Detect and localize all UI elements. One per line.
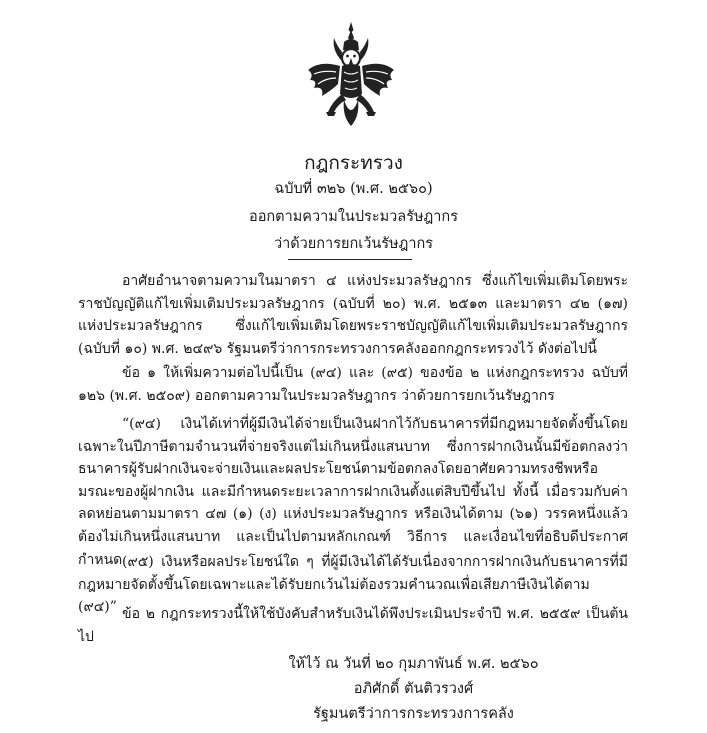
- item-95-paragraph: (๙๕) เงินหรือผลประโยชน์ใด ๆ ที่ผู้มีเงินได้ได้รับเนื่องจากการฝากเงินกับธนาคารที่มีกฎหมายจัดตั้งขึ้นโดยเฉพาะและได้รับยกเว้นไม่ต้องรวมคำนวณเพื่อเสียภาษีเงินได้ตาม (๙๔)”: [78, 554, 628, 616]
- clause-1-paragraph: ข้อ ๑ ให้เพิ่มความต่อไปนี้เป็น (๙๔) และ (๙๕) ของข้อ ๒ แห่งกฎกระทรวง ฉบับที่ ๑๒๖ (พ.ศ. ๒๕๐๙) ออกตามความในประมวลรัษฎากร ว่าด้วยการยกเว้นรัษฎากร: [78, 365, 628, 404]
- clause-2-paragraph: ข้อ ๒ กฎกระทรวงนี้ให้ใช้บังคับสำหรับเงินได้พึงประเมินประจำปี พ.ศ. ๒๕๕๙ เป็นต้นไป: [78, 606, 628, 645]
- signature-position: รัฐมนตรีว่าการกระทรวงการคลัง: [313, 706, 514, 722]
- garuda-emblem-icon: [304, 20, 398, 138]
- document-issue: ฉบับที่ ๓๒๖ (พ.ศ. ๒๕๖๐): [274, 181, 433, 197]
- signature-name: อภิศักดิ์ ตันติวรวงศ์: [353, 681, 474, 697]
- document-subject: ว่าด้วยการยกเว้นรัษฎากร: [273, 236, 434, 252]
- preamble-paragraph: อาศัยอำนาจตามความในมาตรา ๔ แห่งประมวลรัษฎากร ซึ่งแก้ไขเพิ่มเติมโดยพระราชบัญญัติแก้ไขเพิ่มเติมประมวลรัษฎากร (ฉบับที่ ๒๐) พ.ศ. ๒๕๑๓ และมาตรา ๔๒ (๑๗) แห่งประมวลรัษฎากร ซึ่งแก้ไขเพิ่มเติมโดยพระราชบัญญัติแก้ไขเพิ่มเติมประมวลรัษฎากร (ฉบับที่ ๑๐) พ.ศ. ๒๔๙๖ รัฐมนตรีว่าการกระทรวงการคลังออกกฎกระทรวงไว้ ดังต่อไปนี้: [78, 273, 628, 357]
- item-94-paragraph: “(๙๔) เงินได้เท่าที่ผู้มีเงินได้จ่ายเป็นเงินฝากไว้กับธนาคารที่มีกฎหมายจัดตั้งขึ้นโดยเฉพาะในปีภาษีตามจำนวนที่จ่ายจริงแต่ไม่เกินหนึ่งแสนบาท ซึ่งการฝากเงินนั้นมีข้อตกลงว่าธนาคารผู้รับฝากเงินจะจ่ายเงินและผลประโยชน์ตามข้อตกลงโดยอาศัยความทรงชีพหรือมรณะของผู้ฝากเงิน และมีกำหนดระยะเวลาการฝากเงินตั้งแต่สิบปีขึ้นไป ทั้งนี้ เมื่อรวมกับค่าลดหย่อนตามมาตรา ๔๗ (๑) (ง) แห่งประมวลรัษฎากร หรือเงินได้ตาม (๖๑) วรรคหนึ่งแล้ว ต้องไม่เกินหนึ่งแสนบาท และเป็นไปตามหลักเกณฑ์ วิธีการ และเงื่อนไขที่อธิบดีประกาศกำหนด: [78, 416, 628, 568]
- header-divider: [288, 259, 412, 260]
- signature-given-date: ให้ไว้ ณ วันที่ ๒๐ กุมภาพันธ์ พ.ศ. ๒๕๖๐: [288, 656, 539, 672]
- document-issued-under: ออกตามความในประมวลรัษฎากร: [248, 209, 458, 225]
- document-title: กฎกระทรวง: [304, 152, 403, 174]
